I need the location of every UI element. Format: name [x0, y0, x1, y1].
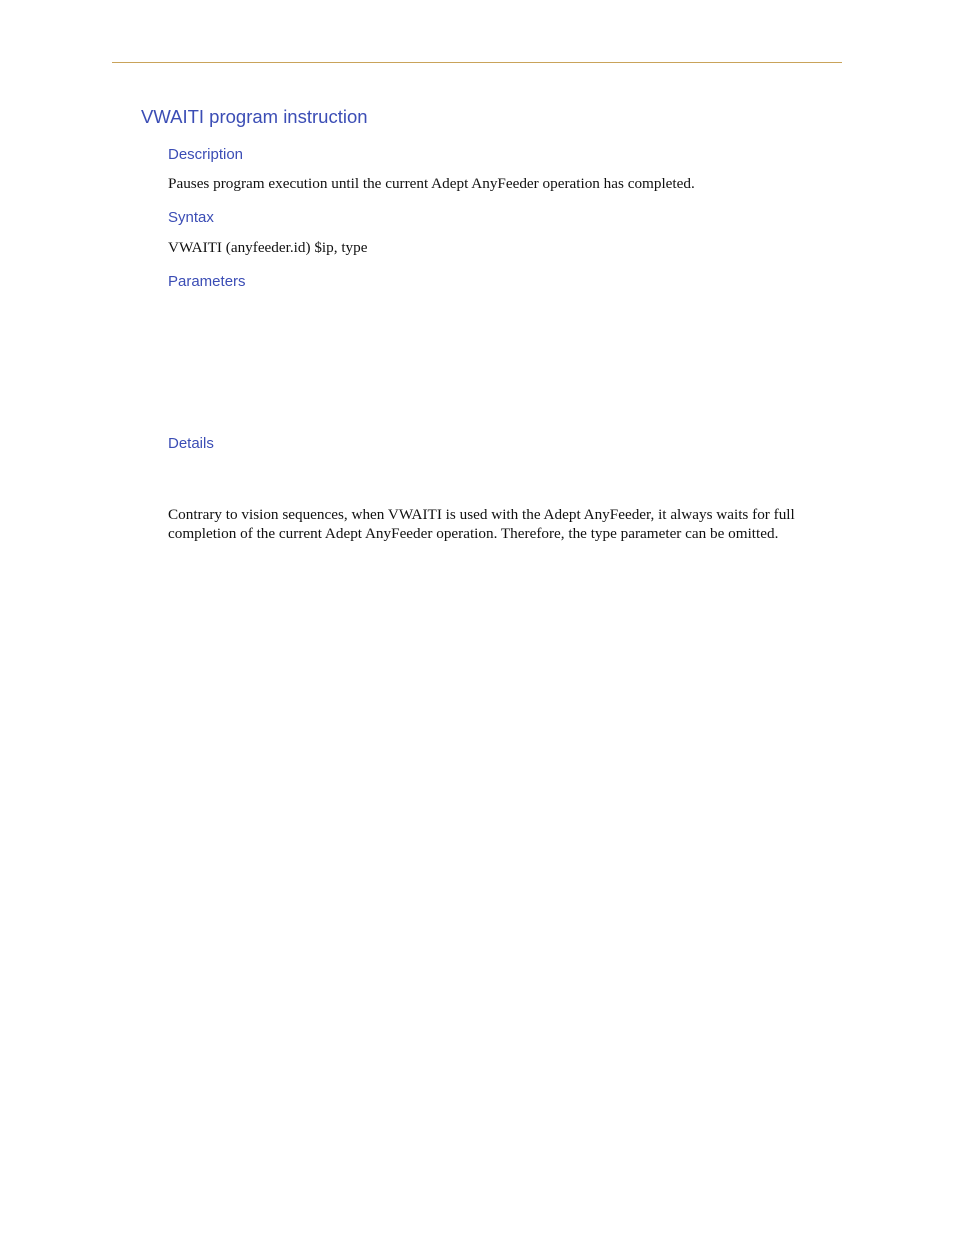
- syntax-heading: Syntax: [168, 209, 214, 226]
- syntax-text: VWAITI (anyfeeder.id) $ip, type: [168, 239, 368, 256]
- details-text: Contrary to vision sequences, when VWAITI is used with the Adept AnyFeeder, it always waits for full completion of the current Adept AnyFeeder operation. Therefore, the type parameter can be omitted.: [168, 506, 795, 542]
- description-text: Pauses program execution until the current Adept AnyFeeder operation has completed.: [168, 175, 695, 192]
- details-heading: Details: [168, 435, 214, 452]
- page-title: VWAITI program instruction: [141, 106, 368, 127]
- description-heading: Description: [168, 146, 244, 163]
- parameters-heading: Parameters: [168, 273, 246, 290]
- header-rule: [112, 62, 842, 63]
